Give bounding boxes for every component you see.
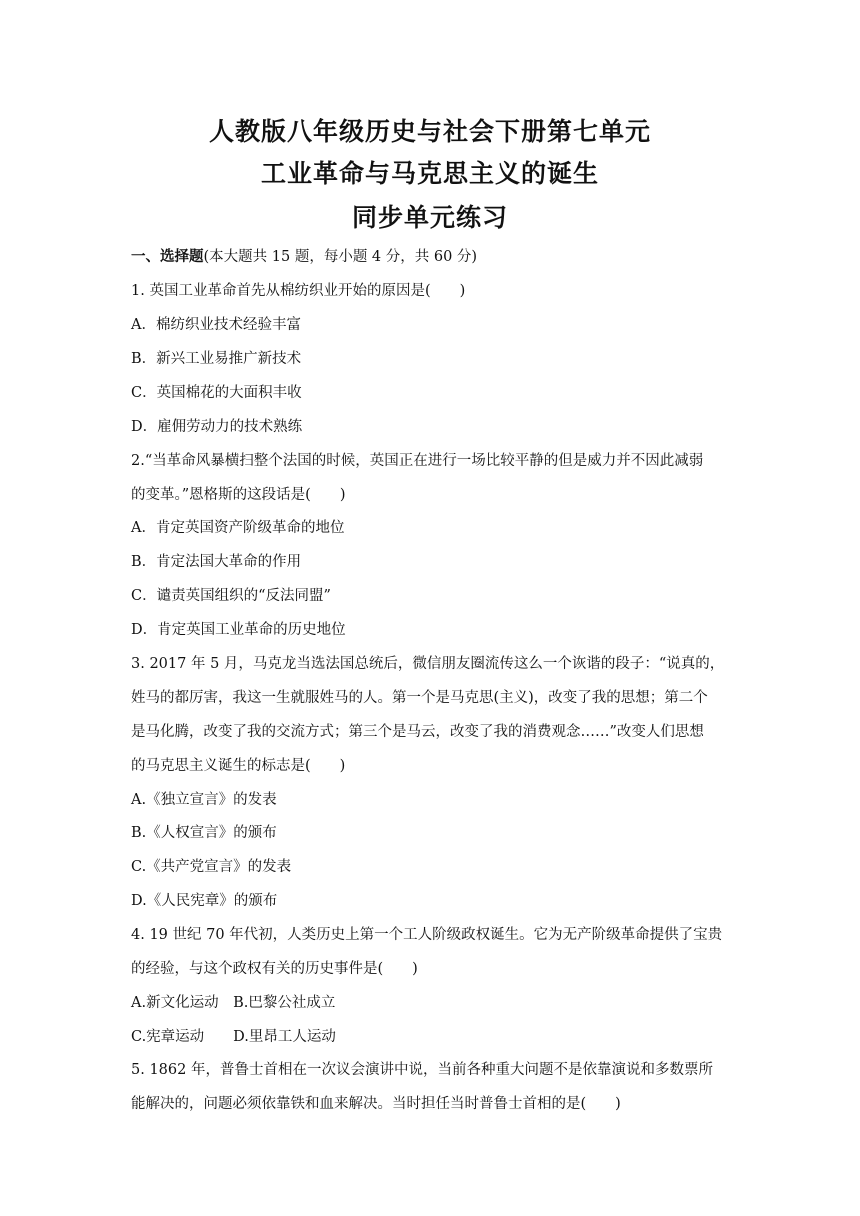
question-4-options-ab: A.新文化运动 B.巴黎公社成立 bbox=[131, 995, 336, 1011]
question-5-stem-line-1: 5. 1862 年，普鲁士首相在一次议会演讲中说，当前各种重大问题不是依靠演说和多数票所 bbox=[131, 1062, 713, 1078]
question-1-option-c: C．英国棉花的大面积丰收 bbox=[131, 385, 302, 401]
question-3-option-b: B.《人权宣言》的颁布 bbox=[131, 825, 277, 841]
question-2-option-c: C．谴责英国组织的“反法同盟” bbox=[131, 588, 331, 604]
section-heading bbox=[131, 247, 477, 267]
question-3-option-a: A.《独立宣言》的发表 bbox=[131, 792, 277, 808]
title-line-1: 人教版八年级历史与社会下册第七单元 bbox=[208, 117, 651, 146]
question-4-stem-line-2: 的经验，与这个政权有关的历史事件是( ) bbox=[131, 961, 418, 977]
question-1-stem: 1. 英国工业革命首先从棉纺织业开始的原因是( ) bbox=[131, 283, 466, 299]
title-line-2: 工业革命与马克思主义的诞生 bbox=[260, 159, 599, 188]
title-line-3: 同步单元练习 bbox=[351, 203, 508, 232]
question-3-option-c: C.《共产党宣言》的发表 bbox=[131, 859, 292, 875]
question-3-stem-line-3: 是马化腾，改变了我的交流方式；第三个是马云，改变了我的消费观念……”改变人们思想 bbox=[131, 724, 704, 740]
question-1-option-a: A．棉纺织业技术经验丰富 bbox=[131, 317, 301, 333]
question-2-option-d: D．肯定英国工业革命的历史地位 bbox=[131, 622, 346, 638]
question-2-stem-line-2: 的变革。”恩格斯的这段话是( ) bbox=[131, 487, 346, 503]
question-4-stem-line-1: 4. 19 世纪 70 年代初，人类历史上第一个工人阶级政权诞生。它为无产阶级革命提供了宝贵 bbox=[131, 927, 723, 943]
question-1-option-b: B．新兴工业易推广新技术 bbox=[131, 351, 302, 367]
question-2-stem-line-1: 2.“当革命风暴横扫整个法国的时候，英国正在进行一场比较平静的但是威力并不因此减弱 bbox=[131, 453, 704, 469]
section-heading-bold: 一、选择题 bbox=[131, 248, 204, 265]
question-2-option-a: A．肯定英国资产阶级革命的地位 bbox=[131, 520, 345, 536]
question-3-stem-line-1: 3. 2017 年 5 月，马克龙当选法国总统后，微信朋友圈流传这么一个诙谐的段子：“说真的， bbox=[131, 656, 725, 672]
question-3-option-d: D.《人民宪章》的颁布 bbox=[131, 893, 278, 909]
question-4-options-cd: C.宪章运动 D.里昂工人运动 bbox=[131, 1029, 336, 1045]
question-5-stem-line-2: 能解决的，问题必须依靠铁和血来解决。当时担任当时普鲁士首相的是( ) bbox=[131, 1096, 621, 1112]
question-1-option-d: D．雇佣劳动力的技术熟练 bbox=[131, 419, 303, 435]
question-3-stem-line-4: 的马克思主义诞生的标志是( ) bbox=[131, 758, 346, 774]
question-2-option-b: B．肯定法国大革命的作用 bbox=[131, 554, 302, 570]
section-heading-rest: (本大题共 15 题，每小题 4 分，共 60 分) bbox=[203, 249, 478, 265]
question-3-stem-line-2: 姓马的都厉害，我这一生就服姓马的人。第一个是马克思(主义)，改变了我的思想；第二个 bbox=[131, 690, 708, 706]
